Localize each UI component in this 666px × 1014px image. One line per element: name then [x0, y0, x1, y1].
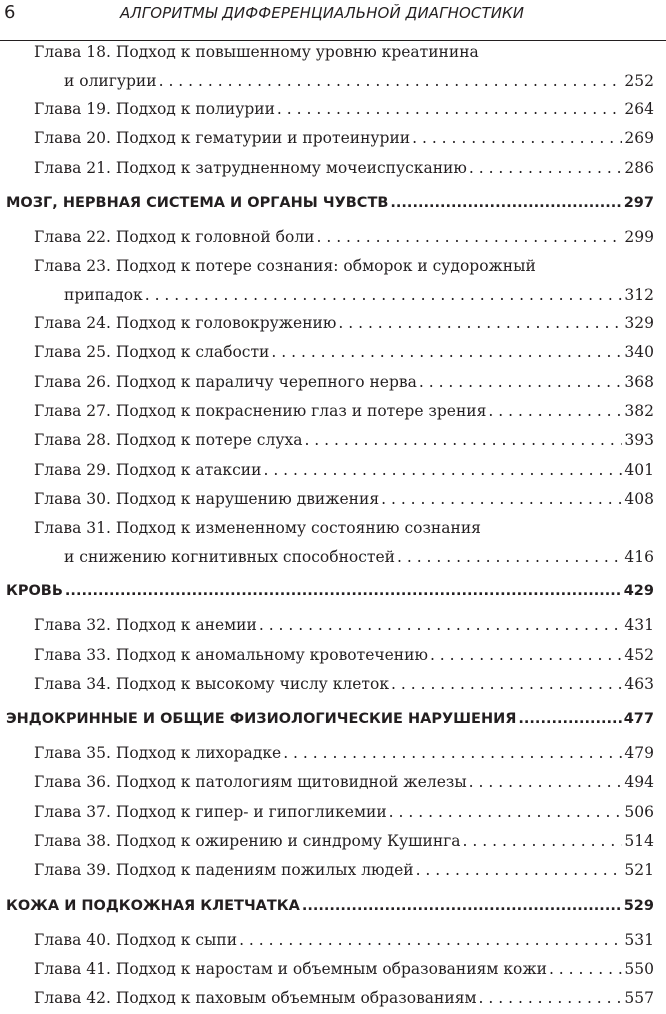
- toc-entry-ch31[interactable]: [0, 514, 666, 571]
- toc-entry-title: Глава 42. Подход к паховым объемным образованиям: [34, 989, 477, 1008]
- toc-section-title: КРОВЬ: [6, 583, 63, 600]
- toc-section-title: КОЖА И ПОДКОЖНАЯ КЛЕТЧАТКА: [6, 897, 300, 914]
- running-title: АЛГОРИТМЫ ДИФФЕРЕНЦИАЛЬНОЙ ДИАГНОСТИКИ: [120, 4, 525, 22]
- toc-entry-title: Глава 21. Подход к затрудненному мочеиспусканию: [34, 158, 467, 177]
- toc-page-number: 531: [624, 930, 654, 949]
- dot-leader: [381, 485, 622, 514]
- toc-page-number: 312: [624, 286, 654, 305]
- dot-leader: [271, 338, 622, 367]
- toc-entry-title: припадок: [64, 286, 143, 305]
- toc-entry-title: и олигурии: [64, 72, 157, 90]
- toc-page-number: 297: [623, 194, 654, 211]
- toc-page-number: 506: [624, 802, 654, 821]
- toc-entry-ch28[interactable]: [0, 426, 666, 455]
- toc-page-number: 368: [624, 372, 654, 391]
- page-header: [0, 0, 666, 30]
- toc-entry-title: Глава 24. Подход к головокружению: [34, 314, 337, 333]
- toc-entry-title: Глава 34. Подход к высокому числу клеток: [34, 674, 390, 693]
- toc-entry-title: Глава 25. Подход к слабости: [34, 343, 270, 362]
- toc-page-number: 252: [624, 72, 654, 90]
- toc-entry-title: Глава 38. Подход к ожирению и синдрому Кушинга: [34, 832, 461, 851]
- toc-entry-ch33[interactable]: [0, 641, 666, 670]
- toc-page-number: 286: [624, 158, 654, 177]
- toc-entry-ch38[interactable]: [0, 827, 666, 856]
- page-number: 6: [4, 2, 16, 23]
- dot-leader: [463, 827, 623, 856]
- toc-entry-title: Глава 29. Подход к атаксии: [34, 460, 262, 479]
- toc-page-number: 557: [624, 989, 654, 1008]
- dot-leader: [259, 611, 623, 640]
- toc-section-title: ЭНДОКРИННЫЕ И ОБЩИЕ ФИЗИОЛОГИЧЕСКИЕ НАРУШЕНИЯ: [6, 711, 517, 728]
- dot-leader: [159, 67, 623, 96]
- dot-leader: [304, 426, 622, 455]
- toc-entry-title: Глава 28. Подход к потере слуха: [34, 431, 303, 450]
- toc-page-number: 429: [623, 583, 654, 600]
- dot-leader: [390, 183, 621, 223]
- toc-entry-title: Глава 19. Подход к полиурии: [34, 100, 275, 118]
- toc-section-skin[interactable]: [0, 886, 666, 926]
- dot-leader: [479, 984, 623, 1013]
- toc-page-number: 299: [624, 227, 654, 246]
- toc-section-endocrine[interactable]: [0, 699, 666, 739]
- toc-page-number: 393: [624, 431, 654, 450]
- toc-page-number: 408: [624, 489, 654, 508]
- toc-section-brain[interactable]: [0, 183, 666, 223]
- toc-entry-ch39[interactable]: [0, 856, 666, 885]
- toc-entry-title: Глава 35. Подход к лихорадке: [34, 744, 282, 763]
- toc-page-number: 463: [624, 674, 654, 693]
- toc-entry-ch41[interactable]: [0, 955, 666, 984]
- dot-leader: [419, 368, 623, 397]
- toc-page-number: 550: [624, 959, 654, 978]
- toc-entry-title: Глава 31. Подход к измененному состоянию сознания: [34, 519, 481, 538]
- toc-page-number: 382: [624, 402, 654, 421]
- toc-page-number: 521: [624, 861, 654, 880]
- toc-entry-ch34[interactable]: [0, 670, 666, 699]
- toc-entry-title: Глава 33. Подход к аномальному кровотечению: [34, 645, 428, 664]
- toc-page-number: 477: [623, 711, 654, 728]
- toc-entry-title: Глава 22. Подход к головной боли: [34, 227, 315, 246]
- toc-entry-ch18[interactable]: [0, 38, 666, 95]
- table-of-contents: [0, 38, 666, 1014]
- toc-entry-ch29[interactable]: [0, 456, 666, 485]
- toc-entry-ch22[interactable]: [0, 223, 666, 252]
- dot-leader: [145, 281, 623, 310]
- dot-leader: [263, 456, 622, 485]
- toc-page-number: 479: [624, 744, 654, 763]
- dot-leader: [412, 124, 622, 153]
- dot-leader: [239, 926, 622, 955]
- toc-entry-ch26[interactable]: [0, 368, 666, 397]
- toc-entry-ch37[interactable]: [0, 798, 666, 827]
- dot-leader: [416, 856, 623, 885]
- toc-page-number: 529: [623, 897, 654, 914]
- toc-entry-title: Глава 36. Подход к патологиям щитовидной железы: [34, 773, 467, 792]
- toc-entry-title: Глава 39. Подход к падениям пожилых людей: [34, 861, 414, 880]
- toc-page-number: 452: [624, 645, 654, 664]
- toc-entry-ch21[interactable]: [0, 154, 666, 183]
- toc-entry-title: Глава 30. Подход к нарушению движения: [34, 489, 380, 508]
- toc-entry-title: Глава 26. Подход к параличу черепного нерва: [34, 372, 417, 391]
- toc-entry-title: Глава 27. Подход к покраснению глаз и потере зрения: [34, 402, 487, 421]
- toc-entry-ch40[interactable]: [0, 926, 666, 955]
- toc-entry-title: Глава 41. Подход к наростам и объемным образованиям кожи: [34, 959, 547, 978]
- toc-entry-ch30[interactable]: [0, 485, 666, 514]
- dot-leader: [549, 955, 622, 984]
- dot-leader: [389, 798, 623, 827]
- toc-entry-title: Глава 23. Подход к потере сознания: обморок и судорожный: [34, 257, 536, 276]
- toc-entry-title: Глава 18. Подход к повышенному уровню креатинина: [34, 43, 479, 61]
- toc-entry-title: Глава 32. Подход к анемии: [34, 616, 257, 635]
- toc-section-title: МОЗГ, НЕРВНАЯ СИСТЕМА И ОРГАНЫ ЧУВСТВ: [6, 194, 389, 211]
- toc-entry-title: и снижению когнитивных способностей: [64, 548, 395, 567]
- toc-entry-ch19[interactable]: [0, 95, 666, 124]
- toc-page-number: 494: [624, 773, 654, 792]
- toc-page-number: 340: [624, 343, 654, 362]
- toc-page-number: 431: [624, 616, 654, 635]
- toc-page-number: 269: [624, 129, 654, 148]
- toc-entry-ch24[interactable]: [0, 309, 666, 338]
- toc-entry-ch23[interactable]: [0, 252, 666, 309]
- dot-leader: [430, 641, 622, 670]
- toc-page-number: 401: [624, 460, 654, 479]
- dot-leader: [391, 670, 622, 699]
- dot-leader: [277, 95, 622, 124]
- toc-entry-ch32[interactable]: [0, 611, 666, 640]
- toc-page-number: 416: [624, 548, 654, 567]
- toc-page-number: 514: [624, 832, 654, 851]
- toc-entry-ch20[interactable]: [0, 124, 666, 153]
- dot-leader: [317, 223, 623, 252]
- toc-page-number: 329: [624, 314, 654, 333]
- toc-entry-ch36[interactable]: [0, 768, 666, 797]
- dot-leader: [518, 699, 621, 739]
- toc-entry-ch42[interactable]: [0, 984, 666, 1013]
- dot-leader: [302, 886, 622, 926]
- dot-leader: [397, 543, 622, 572]
- dot-leader: [338, 309, 622, 338]
- dot-leader: [65, 571, 622, 611]
- dot-leader: [469, 768, 623, 797]
- toc-section-blood[interactable]: [0, 571, 666, 611]
- dot-leader: [283, 739, 622, 768]
- toc-entry-ch25[interactable]: [0, 338, 666, 367]
- toc-entry-title: Глава 37. Подход к гипер- и гипогликемии: [34, 802, 387, 821]
- toc-entry-title: Глава 20. Подход к гематурии и протеинурии: [34, 129, 411, 148]
- dot-leader: [488, 397, 622, 426]
- dot-leader: [469, 154, 623, 183]
- toc-page-number: 264: [624, 100, 654, 118]
- toc-entry-ch35[interactable]: [0, 739, 666, 768]
- toc-entry-ch27[interactable]: [0, 397, 666, 426]
- toc-entry-title: Глава 40. Подход к сыпи: [34, 930, 238, 949]
